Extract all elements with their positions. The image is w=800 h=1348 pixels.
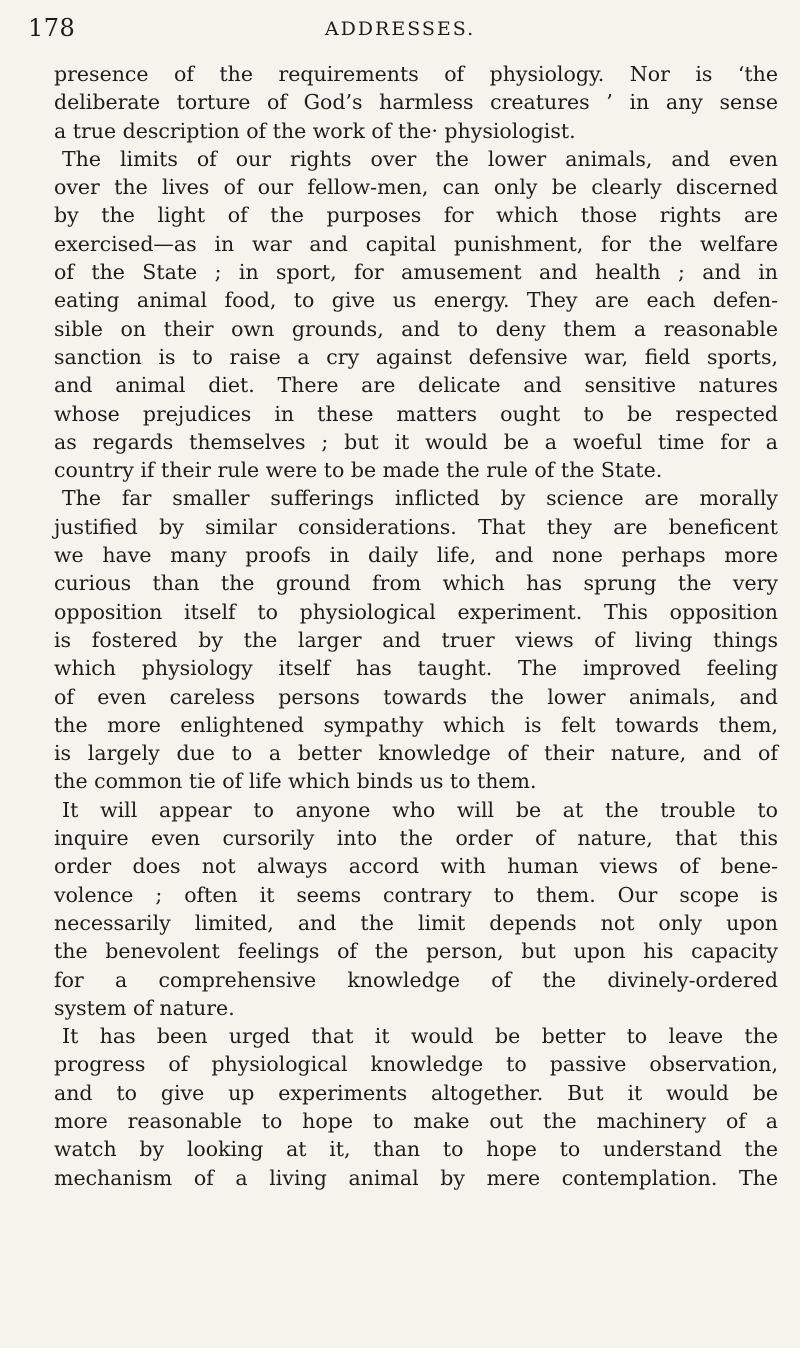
text-line: exercised—as in war and capital punishment, for the welfare [54, 231, 778, 256]
body-text [54, 60, 778, 1192]
text-line: It will appear to anyone who will be at the trouble to [62, 797, 778, 822]
text-line: of even careless persons towards the lower animals, and [54, 684, 778, 709]
text-line: justified by similar considerations. That they are beneficent [54, 514, 778, 539]
text-line: watch by looking at it, than to hope to understand the [54, 1137, 778, 1162]
text-line: and to give up experiments altogether. But it would be [54, 1080, 778, 1105]
text-line: more reasonable to hope to make out the machinery of a [54, 1108, 778, 1133]
running-title: ADDRESSES. [324, 18, 476, 40]
text-line: the more enlightened sympathy which is felt towards them, [54, 712, 778, 737]
text-line: whose prejudices in these matters ought to be respected [54, 401, 778, 426]
text-line: country if their rule were to be made the rule of the State. [54, 458, 663, 483]
text-line: inquire even cursorily into the order of nature, that this [54, 826, 778, 851]
text-line: mechanism of a living animal by mere contemplation. The [54, 1165, 778, 1190]
text-line: curious than the ground from which has sprung the very [54, 571, 778, 596]
text-line: over the lives of our fellow-men, can only be clearly discerned [54, 175, 778, 200]
text-line: the common tie of life which binds us to them. [54, 769, 537, 794]
text-line: eating animal food, to give us energy. They are each defen- [54, 288, 778, 313]
text-line: order does not always accord with human views of bene- [54, 854, 778, 879]
page-number: 178 [28, 14, 76, 42]
text-line: is largely due to a better knowledge of their nature, and of [54, 741, 778, 766]
running-head [0, 14, 800, 50]
text-line: It has been urged that it would be better to leave the [62, 1024, 778, 1049]
text-line: a true description of the work of the· physiologist. [54, 118, 576, 143]
text-line: The far smaller sufferings inflicted by science are morally [62, 486, 778, 511]
text-line: and animal diet. There are delicate and sensitive natures [54, 373, 778, 398]
text-line: we have many proofs in daily life, and none perhaps more [54, 543, 778, 568]
text-line: The limits of our rights over the lower animals, and even [62, 146, 778, 171]
text-line: sanction is to raise a cry against defensive war, field sports, [54, 344, 778, 369]
text-line: is fostered by the larger and truer views of living things [54, 627, 778, 652]
text-line: of the State ; in sport, for amusement and health ; and in [54, 260, 778, 285]
text-line: volence ; often it seems contrary to them. Our scope is [54, 882, 778, 907]
text-line: presence of the requirements of physiology. Nor is ‘the [54, 62, 778, 86]
text-line: as regards themselves ; but it would be a woeful time for a [54, 429, 778, 454]
text-line: opposition itself to physiological experiment. This opposition [54, 599, 778, 624]
text-line: sible on their own grounds, and to deny them a reasonable [54, 316, 778, 341]
text-line: by the light of the purposes for which those rights are [54, 203, 778, 228]
text-line: necessarily limited, and the limit depends not only upon [54, 910, 778, 935]
text-line: the benevolent feelings of the person, but upon his capacity [54, 939, 778, 964]
text-line: system of nature. [54, 995, 235, 1020]
text-line: deliberate torture of God’s harmless creatures ’ in any sense [54, 90, 778, 115]
text-line: which physiology itself has taught. The improved feeling [54, 656, 778, 681]
text-line: progress of physiological knowledge to passive observation, [54, 1052, 778, 1077]
text-line: for a comprehensive knowledge of the divinely-ordered [54, 967, 778, 992]
